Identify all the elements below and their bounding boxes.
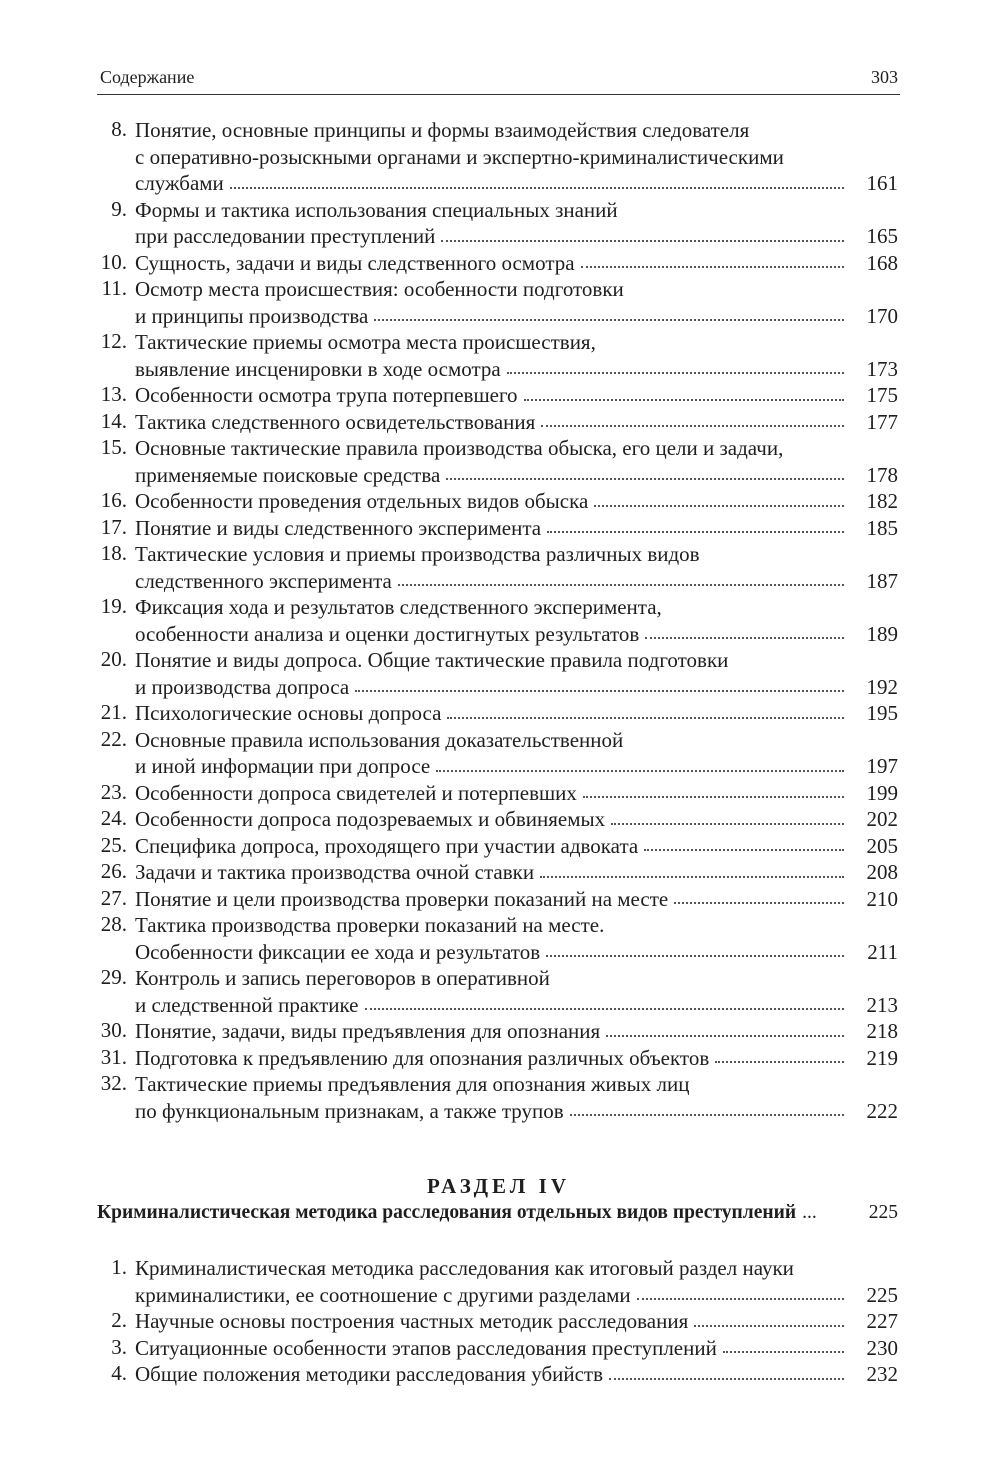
dot-leader bbox=[441, 240, 844, 242]
toc-entry[interactable] bbox=[97, 250, 900, 277]
dot-leader bbox=[570, 1114, 844, 1116]
toc-entry-text-line: Тактические приемы осмотра места происшествия, bbox=[135, 330, 596, 354]
toc-entry[interactable] bbox=[97, 515, 900, 542]
toc-entry-text-line: Понятие и виды допроса. Общие тактические правила подготовки bbox=[135, 648, 729, 672]
running-header bbox=[97, 62, 900, 95]
toc-entry-page: 195 bbox=[866, 701, 898, 725]
toc-entry-number: 2. bbox=[111, 1308, 127, 1332]
toc-entry-text-line: Понятие, задачи, виды предъявления для опознания bbox=[135, 1019, 601, 1043]
toc-entry-number: 8. bbox=[111, 117, 127, 141]
section-heading: РАЗДЕЛ IV bbox=[427, 1174, 570, 1198]
dot-leader bbox=[546, 955, 844, 957]
toc-entry[interactable] bbox=[97, 435, 900, 488]
toc-entry-text-line: и иной информации при допросе bbox=[135, 754, 431, 778]
toc-entry-page: 222 bbox=[866, 1098, 898, 1123]
toc-entry-number: 12. bbox=[100, 329, 127, 353]
toc-entry-number: 23. bbox=[100, 779, 127, 804]
toc-entry-text-line: Ситуационные особенности этапов расследования преступлений bbox=[135, 1335, 717, 1360]
toc-entry-text-line: Основные правила использования доказательственной bbox=[135, 727, 624, 752]
dot-leader bbox=[594, 505, 844, 507]
toc-entry-text-line: Формы и тактика использования специальных знаний bbox=[135, 197, 618, 222]
toc-entry-number: 15. bbox=[100, 435, 127, 459]
toc-entry-page: 165 bbox=[866, 224, 898, 248]
dot-leader bbox=[644, 849, 844, 851]
toc-entry[interactable] bbox=[97, 117, 900, 197]
toc-entry-number: 1. bbox=[111, 1255, 127, 1279]
toc-entry-text-line: Психологические основы допроса bbox=[135, 701, 442, 725]
toc-entry-text-line: Контроль и запись переговоров в оперативной bbox=[135, 966, 550, 990]
toc-entry-text-line: и следственной практике bbox=[135, 992, 359, 1017]
toc-entry-page: 208 bbox=[866, 860, 898, 884]
toc-entry-page: 182 bbox=[866, 489, 898, 513]
dot-leader bbox=[355, 690, 844, 692]
toc-entry-text-line: Особенности фиксации ее хода и результатов bbox=[135, 939, 541, 964]
dot-leader bbox=[637, 1298, 844, 1300]
dot-leader bbox=[540, 876, 844, 878]
dot-leader bbox=[694, 1325, 844, 1327]
toc-entry-number: 13. bbox=[100, 382, 127, 406]
toc-entry-number: 30. bbox=[100, 1018, 127, 1042]
toc-entry-page: 210 bbox=[866, 886, 898, 911]
dot-leader bbox=[645, 637, 844, 639]
section-title-row[interactable] bbox=[97, 1202, 900, 1224]
dot-leader bbox=[507, 372, 844, 374]
toc-entry-number: 18. bbox=[100, 541, 127, 565]
toc-entry-number: 27. bbox=[100, 885, 127, 910]
toc-entry-number: 22. bbox=[100, 726, 127, 751]
toc-entry[interactable] bbox=[97, 859, 900, 886]
toc-entry-text-line: Общие положения методики расследования убийств bbox=[135, 1362, 604, 1386]
toc-entry[interactable] bbox=[97, 197, 900, 250]
toc-entry-page: 227 bbox=[866, 1309, 898, 1333]
toc-entry[interactable] bbox=[97, 1255, 900, 1308]
toc-entry[interactable] bbox=[97, 780, 900, 807]
toc-entry-number: 20. bbox=[100, 647, 127, 671]
toc-entry[interactable] bbox=[97, 1308, 900, 1335]
toc-entry-text-line: и принципы производства bbox=[135, 303, 369, 328]
toc-entry-text-line: Научные основы построения частных методик расследования bbox=[135, 1309, 689, 1333]
dot-leader bbox=[436, 770, 844, 772]
toc-entry-text-line: Тактика производства проверки показаний на месте. bbox=[135, 913, 605, 937]
toc-entry-number: 17. bbox=[100, 514, 127, 539]
dot-leader bbox=[398, 584, 844, 586]
toc-entry[interactable] bbox=[97, 1018, 900, 1045]
dot-leader bbox=[230, 187, 844, 189]
toc-entry-page: 205 bbox=[866, 833, 898, 858]
dot-leader bbox=[609, 1378, 844, 1380]
toc-entry-page: 161 bbox=[866, 171, 898, 195]
toc-entry-text-line: Основные тактические правила производства обыска, его цели и задачи, bbox=[135, 436, 784, 460]
toc-entry-page: 173 bbox=[866, 356, 898, 381]
toc-entry-text-line: Осмотр места происшествия: особенности подготовки bbox=[135, 277, 624, 301]
dot-leader bbox=[524, 399, 844, 401]
toc-entry[interactable] bbox=[97, 1335, 900, 1362]
toc-entry-page: 178 bbox=[866, 462, 898, 487]
toc-entry-text-line: при расследовании преступлений bbox=[135, 224, 436, 248]
toc-entry-page: 177 bbox=[866, 409, 898, 434]
toc-entry-text-line: Понятие и виды следственного эксперимента bbox=[135, 515, 542, 540]
toc-entry-text-line: Фиксация хода и результатов следственного эксперимента, bbox=[135, 595, 662, 619]
toc-entry[interactable] bbox=[97, 276, 900, 329]
toc-entry-number: 16. bbox=[100, 488, 127, 512]
toc-entry-number: 28. bbox=[100, 912, 127, 936]
toc-entry[interactable] bbox=[97, 700, 900, 727]
toc-entry-number: 10. bbox=[100, 249, 127, 274]
toc-entry-number: 24. bbox=[100, 806, 127, 830]
toc-entry-text-line: особенности анализа и оценки достигнутых результатов bbox=[135, 621, 640, 646]
dot-leader bbox=[715, 1061, 844, 1063]
toc-entry-page: 225 bbox=[866, 1282, 898, 1307]
dot-leader bbox=[611, 823, 844, 825]
dot-leader bbox=[365, 1008, 845, 1010]
toc-entry-page: 232 bbox=[866, 1362, 898, 1386]
toc-entry-number: 31. bbox=[100, 1044, 127, 1069]
toc-entry-text-line: следственного эксперимента bbox=[135, 568, 392, 593]
toc-entry-text-line: Понятие и цели производства проверки показаний на месте bbox=[135, 886, 669, 911]
toc-entry[interactable] bbox=[97, 594, 900, 647]
dot-leader bbox=[446, 478, 844, 480]
toc-entry-text-line: Особенности проведения отдельных видов обыска bbox=[135, 489, 589, 513]
toc-entry-page: 199 bbox=[866, 780, 898, 805]
toc-entry-text-line: выявление инсценировки в ходе осмотра bbox=[135, 356, 501, 381]
toc-entry-text-line: и производства допроса bbox=[135, 674, 350, 699]
toc-entry-number: 32. bbox=[100, 1071, 127, 1095]
toc-entry-text-line: службами bbox=[135, 171, 224, 195]
toc-entry-text-line: криминалистики, ее соотношение с другими разделами bbox=[135, 1282, 631, 1307]
toc-entry-page: 189 bbox=[866, 621, 898, 646]
toc-entry[interactable] bbox=[97, 886, 900, 913]
toc-entry-text-line: Тактика следственного освидетельствования bbox=[135, 409, 536, 434]
toc-entry[interactable] bbox=[97, 833, 900, 860]
toc-entry[interactable] bbox=[97, 1361, 900, 1388]
toc-entry-text-line: Криминалистическая методика расследования как итоговый раздел науки bbox=[135, 1256, 794, 1280]
toc-entry-page: 218 bbox=[866, 1019, 898, 1043]
toc-entry[interactable] bbox=[97, 488, 900, 515]
toc-entry[interactable] bbox=[97, 382, 900, 409]
section-title: Криминалистическая методика расследования отдельных видов преступлений bbox=[97, 1202, 797, 1223]
toc-entry-number: 9. bbox=[111, 196, 127, 221]
toc-entry-page: 202 bbox=[866, 807, 898, 831]
toc-entry-text-line: Тактические приемы предъявления для опознания живых лиц bbox=[135, 1072, 690, 1096]
dot-leader bbox=[674, 902, 844, 904]
toc-entry-number: 11. bbox=[101, 276, 127, 300]
toc-entry-page: 219 bbox=[866, 1045, 898, 1070]
dot-leader bbox=[541, 425, 844, 427]
toc-entry-text-line: по функциональным признакам, а также трупов bbox=[135, 1098, 564, 1123]
toc-entry-number: 14. bbox=[100, 408, 127, 433]
header-page-number: 303 bbox=[871, 67, 898, 87]
section-title-leader: ... bbox=[802, 1202, 817, 1223]
toc-entry[interactable] bbox=[97, 1045, 900, 1072]
toc-entry-page: 211 bbox=[867, 939, 898, 964]
toc-entry-page: 175 bbox=[866, 383, 898, 407]
toc-entry-text-line: Тактические условия и приемы производства различных видов bbox=[135, 542, 700, 566]
toc-entry[interactable] bbox=[97, 806, 900, 833]
toc-entry-number: 3. bbox=[111, 1334, 127, 1359]
table-of-contents-top bbox=[97, 117, 900, 1124]
toc-entry-number: 25. bbox=[100, 832, 127, 857]
toc-entry[interactable] bbox=[97, 409, 900, 436]
toc-entry[interactable] bbox=[97, 647, 900, 700]
table-of-contents-bottom bbox=[97, 1255, 900, 1388]
toc-entry-page: 230 bbox=[866, 1335, 898, 1360]
dot-leader bbox=[447, 717, 844, 719]
dot-leader bbox=[547, 531, 844, 533]
dot-leader bbox=[723, 1351, 844, 1353]
dot-leader bbox=[606, 1035, 844, 1037]
toc-entry-number: 4. bbox=[111, 1361, 127, 1385]
toc-entry-number: 26. bbox=[100, 859, 127, 883]
toc-entry-text-line: Специфика допроса, проходящего при участии адвоката bbox=[135, 833, 639, 858]
toc-entry[interactable] bbox=[97, 727, 900, 780]
toc-entry-text-line: Понятие, основные принципы и формы взаимодействия следователя bbox=[135, 118, 750, 142]
toc-entry-text-line: Особенности допроса подозреваемых и обвиняемых bbox=[135, 807, 606, 831]
header-title: Содержание bbox=[100, 67, 195, 87]
toc-entry-page: 187 bbox=[866, 568, 898, 593]
toc-entry[interactable] bbox=[97, 965, 900, 1018]
toc-entry-number: 29. bbox=[100, 965, 127, 989]
toc-entry-page: 168 bbox=[866, 250, 898, 275]
toc-entry-page: 185 bbox=[866, 515, 898, 540]
toc-entry-number: 19. bbox=[100, 594, 127, 618]
toc-entry-text-line: Сущность, задачи и виды следственного осмотра bbox=[135, 250, 575, 275]
toc-entry-text-line: с оперативно-розыскными органами и экспертно-криминалистическими bbox=[135, 144, 784, 169]
toc-entry-text-line: Особенности допроса свидетелей и потерпевших bbox=[135, 780, 577, 805]
section-page: 225 bbox=[868, 1202, 898, 1223]
toc-entry-page: 170 bbox=[866, 303, 898, 328]
toc-entry-page: 197 bbox=[866, 754, 898, 778]
toc-entry-number: 21. bbox=[100, 700, 127, 724]
dot-leader bbox=[581, 266, 844, 268]
dot-leader bbox=[583, 796, 844, 798]
toc-entry-text-line: Подготовка к предъявлению для опознания различных объектов bbox=[135, 1045, 710, 1070]
toc-entry[interactable] bbox=[97, 541, 900, 594]
toc-entry[interactable] bbox=[97, 1071, 900, 1124]
dot-leader bbox=[374, 319, 844, 321]
toc-entry-page: 213 bbox=[866, 992, 898, 1017]
toc-entry[interactable] bbox=[97, 912, 900, 965]
toc-entry-text-line: применяемые поисковые средства bbox=[135, 462, 441, 487]
toc-entry-page: 192 bbox=[866, 674, 898, 699]
toc-entry-text-line: Особенности осмотра трупа потерпевшего bbox=[135, 383, 518, 407]
toc-entry[interactable] bbox=[97, 329, 900, 382]
toc-entry-text-line: Задачи и тактика производства очной ставки bbox=[135, 860, 535, 884]
